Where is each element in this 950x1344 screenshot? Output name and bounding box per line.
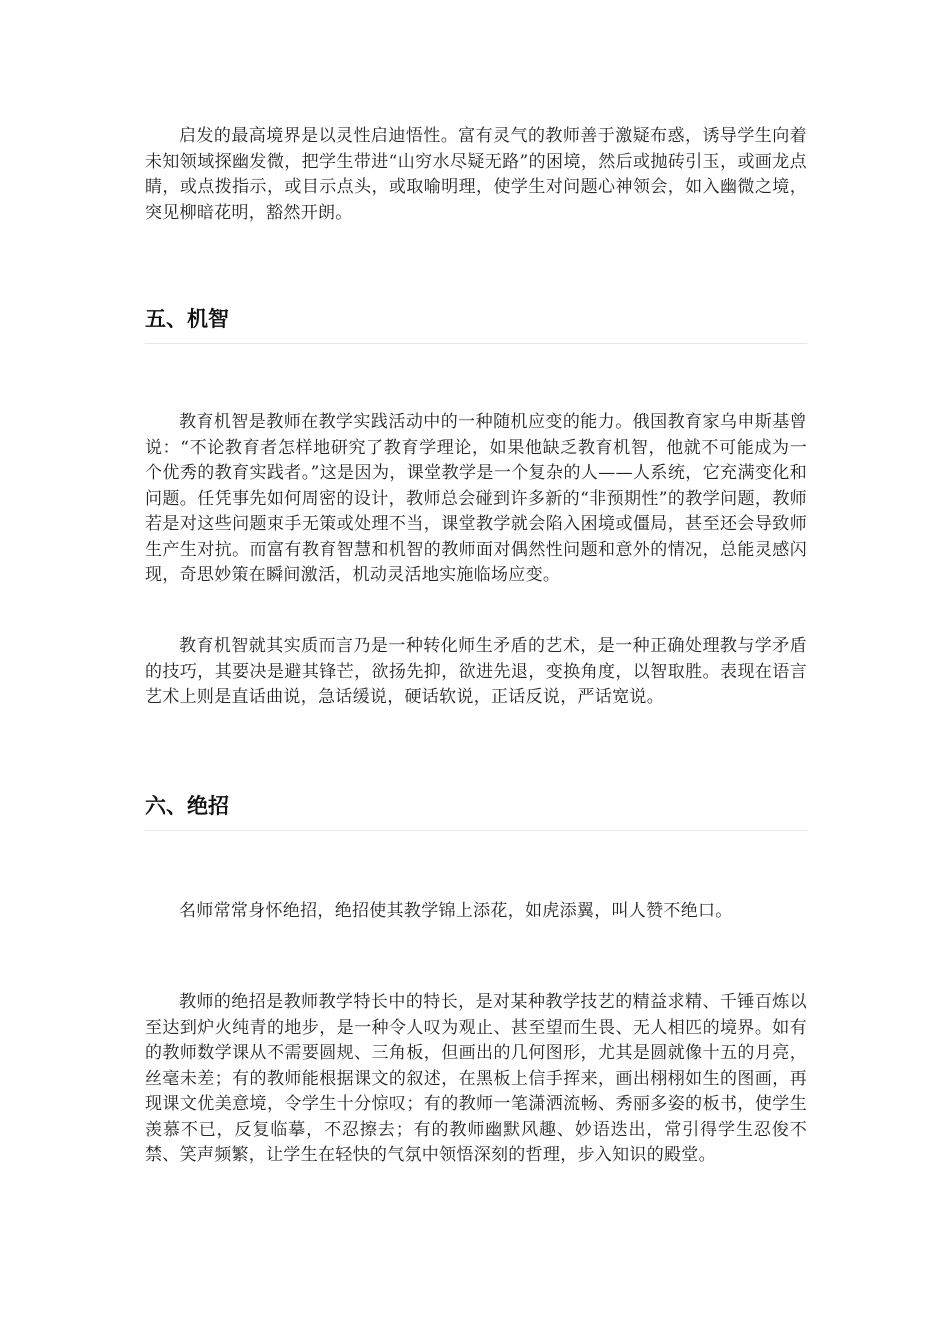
- section-heading-wit: 五、机智: [145, 305, 807, 344]
- paragraph-tricks-2: 教师的绝招是教师教学特长中的特长，是对某种教学技艺的精益求精、千锤百炼以至达到炉火纯青的地步，是一种令人叹为观止、甚至望而生畏、无人相匹的境界。如有的教师数学课从不需要圆规、三角板，但画出的几何图形，尤其是圆就像十五的月亮，丝毫未差；有的教师能根据课文的叙述，在黑板上信手挥来，画出栩栩如生的图画，再现课文优美意境，令学生十分惊叹；有的教师一笔潇洒流畅、秀丽多姿的板书，使学生羡慕不已，反复临摹，不忍擦去；有的教师幽默风趣、妙语迭出，常引得学生忍俊不禁、笑声频繁，让学生在轻快的气氛中领悟深刻的哲理，步入知识的殿堂。: [145, 992, 807, 1165]
- paragraph-wit-1: 教育机智是教师在教学实践活动中的一种随机应变的能力。俄国教育家乌申斯基曾说：“不论教育者怎样地研究了教育学理论，如果他缺乏教育机智，他就不可能成为一个优秀的教育实践者。”这是因为，课堂教学是一个复杂的人——人系统，它充满变化和问题。任凭事先如何周密的设计，教师总会碰到许多新的“非预期性”的教学问题，教师若是对这些问题束手无策或处理不当，课堂教学就会陷入困境或僵局，甚至还会导致师生产生对抗。而富有教育智慧和机智的教师面对偶然性问题和意外的情况，总能灵感闪现，奇思妙策在瞬间激活，机动灵活地实施临场应变。: [145, 412, 807, 585]
- paragraph-wit-2: 教育机智就其实质而言乃是一种转化师生矛盾的艺术，是一种正确处理教与学矛盾的技巧，其要决是避其锋芒，欲扬先抑，欲进先退，变换角度，以智取胜。表现在语言艺术上则是直话曲说，急话缓说，硬话软说，正话反说，严话宽说。: [145, 636, 807, 707]
- paragraph-tricks-1: 名师常常身怀绝招，绝招使其教学锦上添花，如虎添翼，叫人赞不绝口。: [179, 901, 733, 921]
- paragraph-inspiration: 启发的最高境界是以灵性启迪悟性。富有灵气的教师善于激疑布惑，诱导学生向着未知领域探幽发微，把学生带进“山穷水尽疑无路”的困境，然后或抛砖引玉，或画龙点睛，或点拨指示，或目示点头，或取喻明理，使学生对问题心神领会，如入幽微之境，突见柳暗花明，豁然开朗。: [145, 126, 807, 223]
- section-heading-tricks: 六、绝招: [145, 792, 807, 831]
